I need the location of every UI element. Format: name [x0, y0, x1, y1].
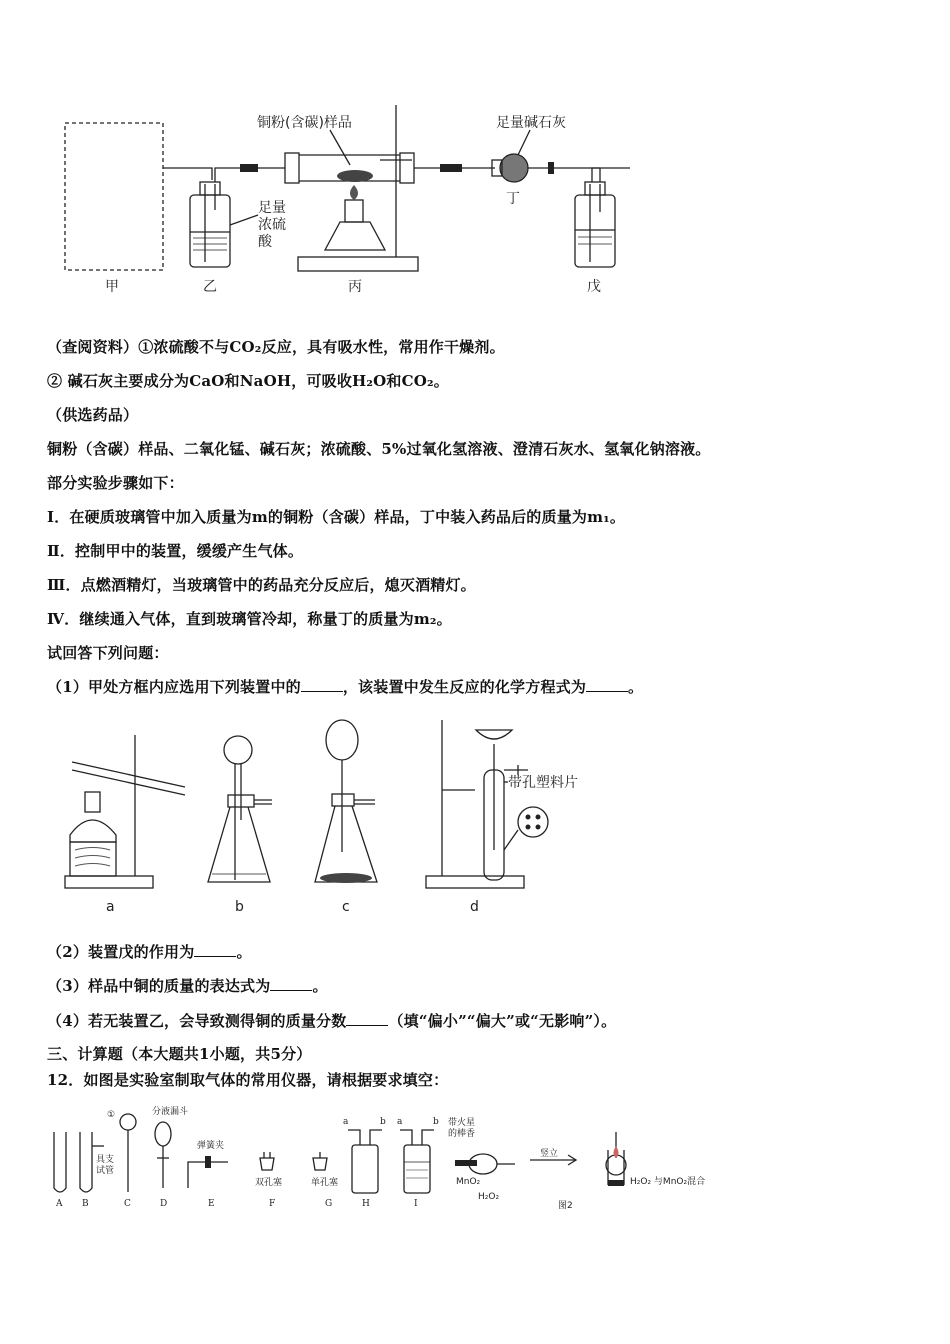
section-3-title: 三、计算题（本大题共1小题，共5分） [47, 1045, 312, 1063]
label-jia: 甲 [105, 279, 119, 295]
label-upright: 竖立 [540, 1149, 559, 1159]
label-figure-2: 图2 [558, 1201, 573, 1211]
label-acid: 足量浓硫酸 [258, 200, 286, 250]
question-2-part-b: 。 [236, 943, 252, 961]
step-2: Ⅱ．控制甲中的装置，缓缓产生气体。 [47, 542, 304, 560]
question-1-part-a: （1）甲处方框内应选用下列装置中的 [47, 678, 301, 696]
label-i-a: a [397, 1117, 403, 1127]
label-soda-lime: 足量碱石灰 [496, 115, 566, 131]
answer-blank [346, 1024, 388, 1026]
question-4-part-b: （填“偏小”“偏大”或“无影响”）。 [388, 1012, 617, 1030]
label-double-stopper: 双孔塞 [255, 1178, 283, 1188]
answer-blank [270, 989, 312, 991]
label-bing: 丙 [348, 279, 362, 295]
label-F: F [269, 1199, 276, 1209]
label-h-b: b [380, 1117, 386, 1127]
label-D: D [160, 1199, 168, 1209]
label-perforated: 带孔塑料片 [508, 775, 578, 791]
label-B: B [82, 1199, 89, 1209]
step-4: Ⅳ．继续通入气体，直到玻璃管冷却，称量丁的质量为m₂。 [47, 610, 452, 628]
answer-intro: 试回答下列问题： [47, 644, 169, 662]
label-yi: 乙 [203, 279, 217, 295]
ref-note-1: （查阅资料）①浓硫酸不与CO₂反应，具有吸水性，常用作干燥剂。 [47, 338, 505, 356]
label-mno2: MnO₂ [456, 1177, 481, 1187]
figure-1-drawing [0, 0, 950, 300]
question-2-part-a: （2）装置戊的作用为 [47, 943, 195, 961]
label-branch-tube: 具支试管 [96, 1155, 115, 1176]
label-separatory-funnel: 分液漏斗 [152, 1107, 189, 1117]
label-clamp: 弹簧夹 [197, 1141, 225, 1151]
label-h-a: a [343, 1117, 349, 1127]
question-1-part-b: ，该装置中发生反应的化学方程式为 [342, 678, 587, 696]
label-H: H [362, 1199, 370, 1209]
label-I: I [414, 1199, 418, 1209]
question-4 [47, 1010, 616, 1031]
steps-intro: 部分实验步骤如下： [47, 474, 184, 492]
step-3: Ⅲ．点燃酒精灯，当玻璃管中的药品充分反应后，熄灭酒精灯。 [47, 576, 476, 594]
ref-note-2: ② 碱石灰主要成分为CaO和NaOH，可吸收H₂O和CO₂。 [47, 372, 450, 390]
label-single-stopper: 单孔塞 [311, 1178, 339, 1188]
label-ding: 丁 [506, 191, 520, 207]
reagents-list: 铜粉（含碳）样品、二氧化锰、碱石灰；浓硫酸、5%过氧化氢溶液、澄清石灰水、氢氧化钠溶液。 [47, 440, 711, 458]
label-sample: 铜粉(含碳)样品 [257, 115, 352, 131]
label-splint: 带火星的棒香 [448, 1118, 476, 1139]
figure-2-drawing [0, 710, 950, 910]
label-i-b: b [433, 1117, 439, 1127]
label-wu: 戊 [587, 279, 601, 295]
label-d: d [470, 899, 479, 915]
label-C: C [124, 1199, 131, 1209]
label-h2o2: H₂O₂ [478, 1192, 500, 1202]
question-12: 12．如图是实验室制取气体的常用仪器，请根据要求填空： [47, 1071, 449, 1089]
label-G: G [325, 1199, 333, 1209]
question-3-part-b: 。 [312, 977, 328, 995]
question-1 [47, 676, 643, 697]
label-mix: H₂O₂ 与MnO₂混合 [630, 1177, 706, 1187]
question-1-part-c: 。 [628, 678, 644, 696]
answer-blank [301, 690, 343, 692]
question-2 [47, 941, 252, 962]
label-circle-1: ① [107, 1110, 116, 1120]
question-3 [47, 975, 328, 996]
question-4-part-a: （4）若无装置乙，会导致测得铜的质量分数 [47, 1012, 347, 1030]
reagents-title: （供选药品） [47, 406, 139, 424]
label-b: b [235, 899, 244, 915]
label-c: c [342, 899, 350, 915]
label-A: A [56, 1199, 63, 1209]
answer-blank [586, 690, 628, 692]
step-1: I．在硬质玻璃管中加入质量为m的铜粉（含碳）样品，丁中装入药品后的质量为m₁。 [47, 508, 626, 526]
label-E: E [208, 1199, 215, 1209]
answer-blank [194, 955, 236, 957]
question-3-part-a: （3）样品中铜的质量的表达式为 [47, 977, 271, 995]
label-a: a [106, 899, 115, 915]
